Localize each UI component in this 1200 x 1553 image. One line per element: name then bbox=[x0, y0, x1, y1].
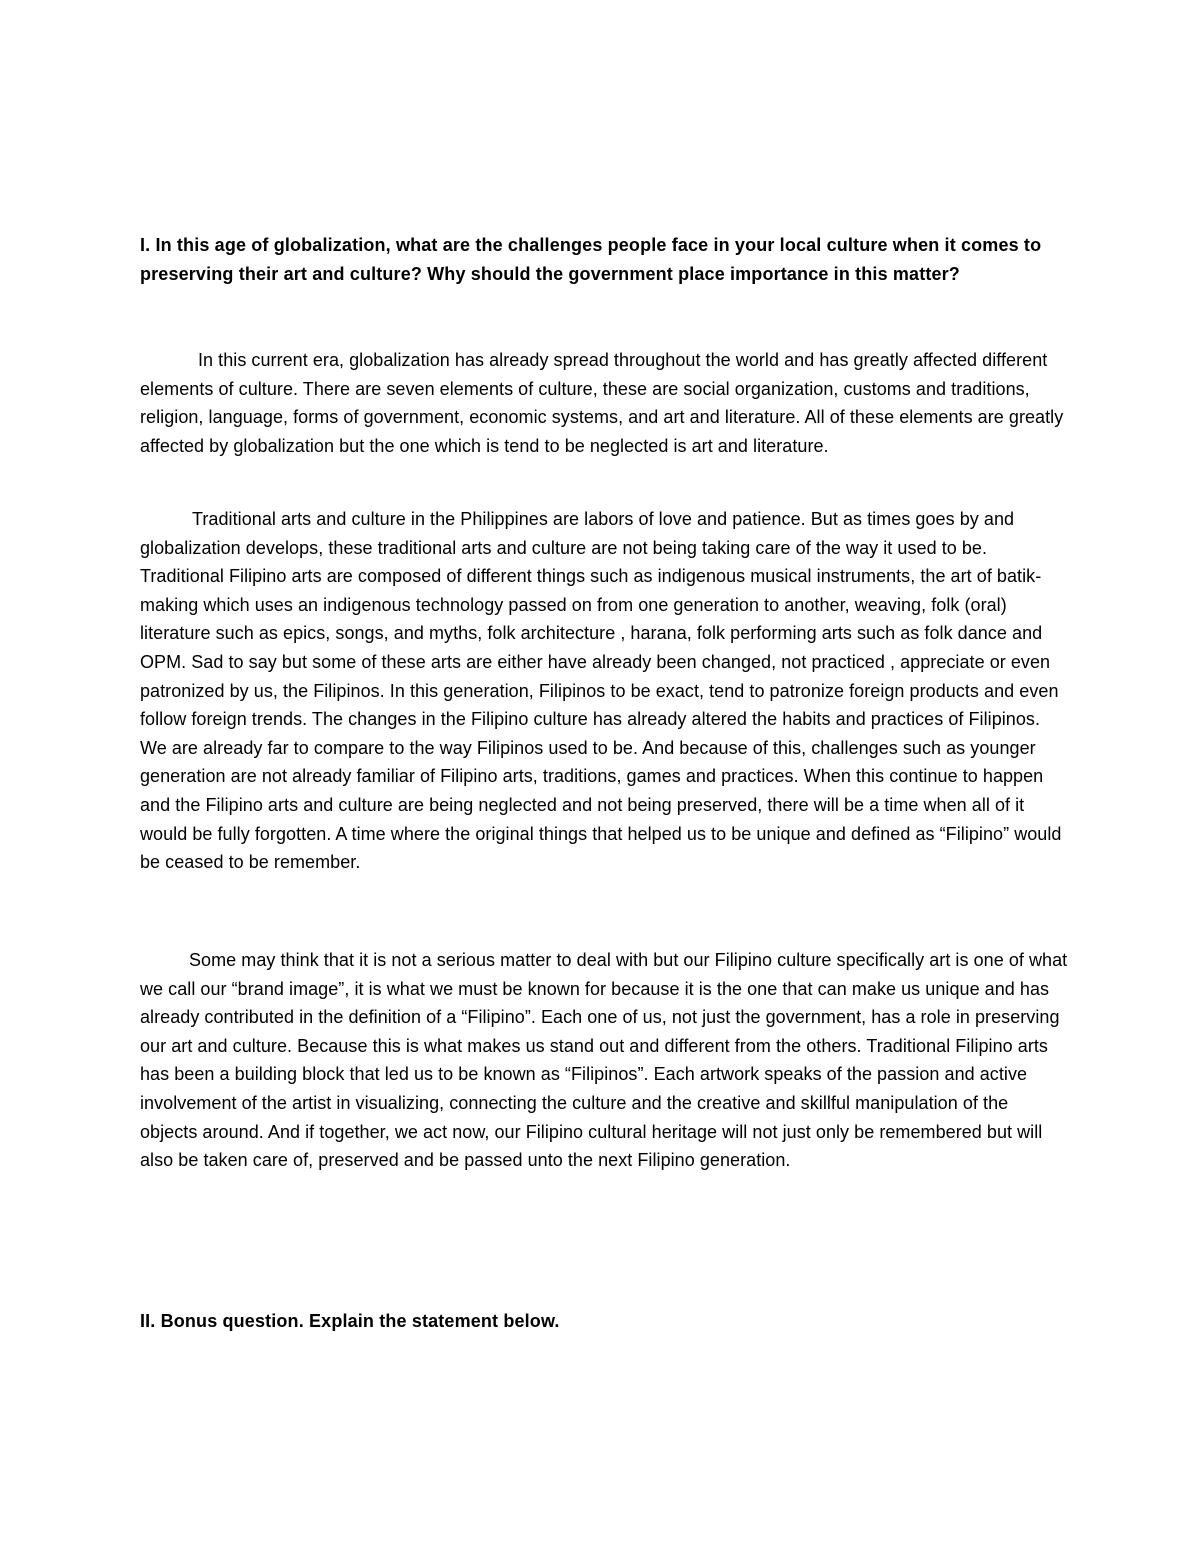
answer-paragraph-2: Traditional arts and culture in the Philippines are labors of love and patience. But as times goes by and globalization develops, these traditional arts and culture are not being taking care of the way it used to be. Traditional Filipino arts are composed of different things such as indigenous musical instruments, the art of batik-making which uses an indigenous technology passed on from one generation to another, weaving, folk (oral) literature such as epics, songs, and myths, folk architecture , harana, folk performing arts such as folk dance and OPM. Sad to say but some of these arts are either have already been changed, not practiced , appreciate or even patronized by us, the Filipinos. In this generation, Filipinos to be exact, tend to patronize foreign products and even follow foreign trends. The changes in the Filipino culture has already altered the habits and practices of Filipinos. We are already far to compare to the way Filipinos used to be. And because of this, challenges such as younger generation are not already familiar of Filipino arts, traditions, games and practices. When this continue to happen and the Filipino arts and culture are being neglected and not being preserved, there will be a time when all of it would be fully forgotten. A time where the original things that helped us to be unique and defined as “Filipino” would be ceased to be remember. bbox=[140, 509, 1062, 873]
question-1-heading: I. In this age of globalization, what are the challenges people face in your local culture when it comes to preserving their art and culture? Why should the government place importance in this matter? bbox=[140, 235, 1042, 284]
answer-paragraph-3: Some may think that it is not a serious matter to deal with but our Filipino culture specifically art is one of what we call our “brand image”, it is what we must be known for because it is the one that can make us unique and has already contributed in the definition of a “Filipino”. Each one of us, not just the government, has a role in preserving our art and culture. Because this is what makes us stand out and different from the others. Traditional Filipino arts has been a building block that led us to be known as “Filipinos”. Each artwork speaks of the passion and active involvement of the artist in visualizing, connecting the culture and the creative and skillful manipulation of the objects around. And if together, we act now, our Filipino cultural heritage will not just only be remembered but will also be taken care of, preserved and be passed unto the next Filipino generation. bbox=[140, 950, 1068, 1171]
answer-paragraph-1: In this current era, globalization has already spread throughout the world and has greatly affected different elements of culture. There are seven elements of culture, these are social organization, customs and traditions, religion, language, forms of government, economic systems, and art and literature. All of these elements are greatly affected by globalization but the one which is tend to be neglected is art and literature. bbox=[140, 350, 1064, 456]
question-2-heading: II. Bonus question. Explain the statement below. bbox=[140, 1311, 560, 1331]
